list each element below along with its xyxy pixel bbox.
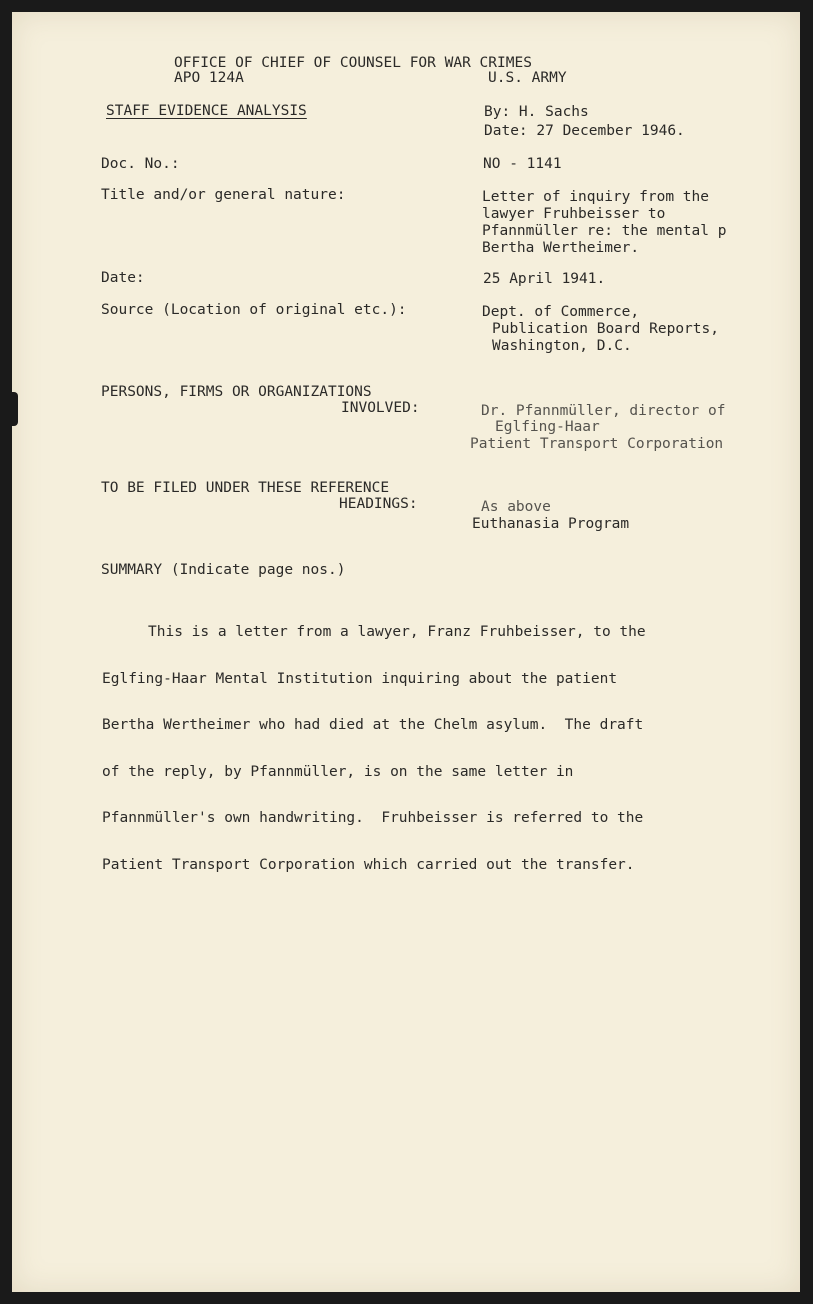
doc-no-value: NO - 1141 [483,156,562,172]
source-line: Dept. of Commerce, [482,304,640,320]
analysis-title: STAFF EVIDENCE ANALYSIS [106,103,307,119]
filed-label-headings: HEADINGS: [339,496,418,512]
persons-line: Dr. Pfannmüller, director of [481,403,726,419]
apo-number: APO 124A [174,70,244,86]
filed-line: Euthanasia Program [472,516,630,532]
source-line: Publication Board Reports, [492,321,719,337]
analyst-name: By: H. Sachs [484,104,589,120]
persons-line: Eglfing-Haar [495,419,600,435]
title-line: Bertha Wertheimer. [482,240,640,256]
summary-line: Pfannmüller's own handwriting. Fruhbeisser is referred to the [102,810,644,826]
summary-line: This is a letter from a lawyer, Franz Fruhbeisser, to the [148,624,646,640]
summary-line: Eglfing-Haar Mental Institution inquiring about the patient [102,670,618,687]
summary-line: Patient Transport Corporation which carried out the transfer. [102,856,635,873]
filed-line: As above [481,499,551,515]
title-line: Letter of inquiry from the [482,189,709,205]
date-value: 25 April 1941. [483,271,606,287]
persons-line: Patient Transport Corporation [470,436,724,452]
summary-label: SUMMARY (Indicate page nos.) [101,562,346,578]
summary-line: Bertha Wertheimer who had died at the Chelm asylum. The draft [102,717,644,733]
analysis-date: Date: 27 December 1946. [484,123,685,139]
doc-no-label: Doc. No.: [101,156,180,172]
office-heading: OFFICE OF CHIEF OF COUNSEL FOR WAR CRIMES [174,55,532,71]
persons-label-involved: INVOLVED: [341,400,420,416]
army-label: U.S. ARMY [488,70,567,86]
filed-label: TO BE FILED UNDER THESE REFERENCE [101,480,390,496]
page-edge-tear [10,392,18,426]
title-line: Pfannmüller re: the mental p [482,223,727,239]
summary-line: of the reply, by Pfannmüller, is on the same letter in [102,763,574,780]
summary-body [102,594,646,889]
title-line: lawyer Fruhbeisser to [482,206,666,222]
source-label: Source (Location of original etc.): [101,302,407,318]
date-label: Date: [101,270,145,286]
persons-label: PERSONS, FIRMS OR ORGANIZATIONS [101,384,372,400]
source-line: Washington, D.C. [492,338,632,354]
title-label: Title and/or general nature: [101,187,346,203]
